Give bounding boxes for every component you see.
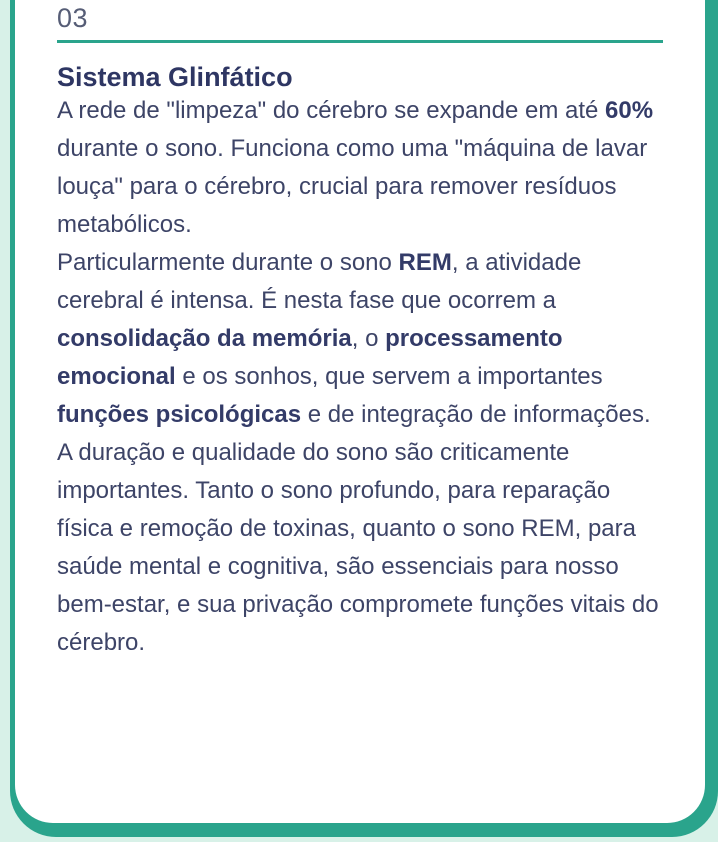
section-divider — [57, 40, 663, 43]
paragraph-glymphatic: A rede de "limpeza" do cérebro se expande em até 60% durante o sono. Funciona como uma "máquina de lavar louça" para o cérebro, crucial para remover resíduos metabólicos. — [57, 97, 654, 238]
card-content — [15, 0, 705, 662]
section-body — [57, 92, 663, 662]
paragraph-rem-sleep: Particularmente durante o sono REM, a atividade cerebral é intensa. É nesta fase que ocorrem a consolidação da memória, o processamento emocional e os sonhos, que servem a importantes funções psicológicas e de integração de informações. — [57, 249, 651, 428]
content-card — [15, 0, 705, 823]
section-title: Sistema Glinfático — [57, 62, 293, 92]
section-number: 03 — [57, 3, 89, 33]
paragraph-sleep-quality: A duração e qualidade do sono são criticamente importantes. Tanto o sono profundo, para reparação física e remoção de toxinas, quanto o sono REM, para saúde mental e cognitiva, são essenciais para nosso bem-estar, e sua privação compromete funções vitais do cérebro. — [57, 439, 659, 656]
